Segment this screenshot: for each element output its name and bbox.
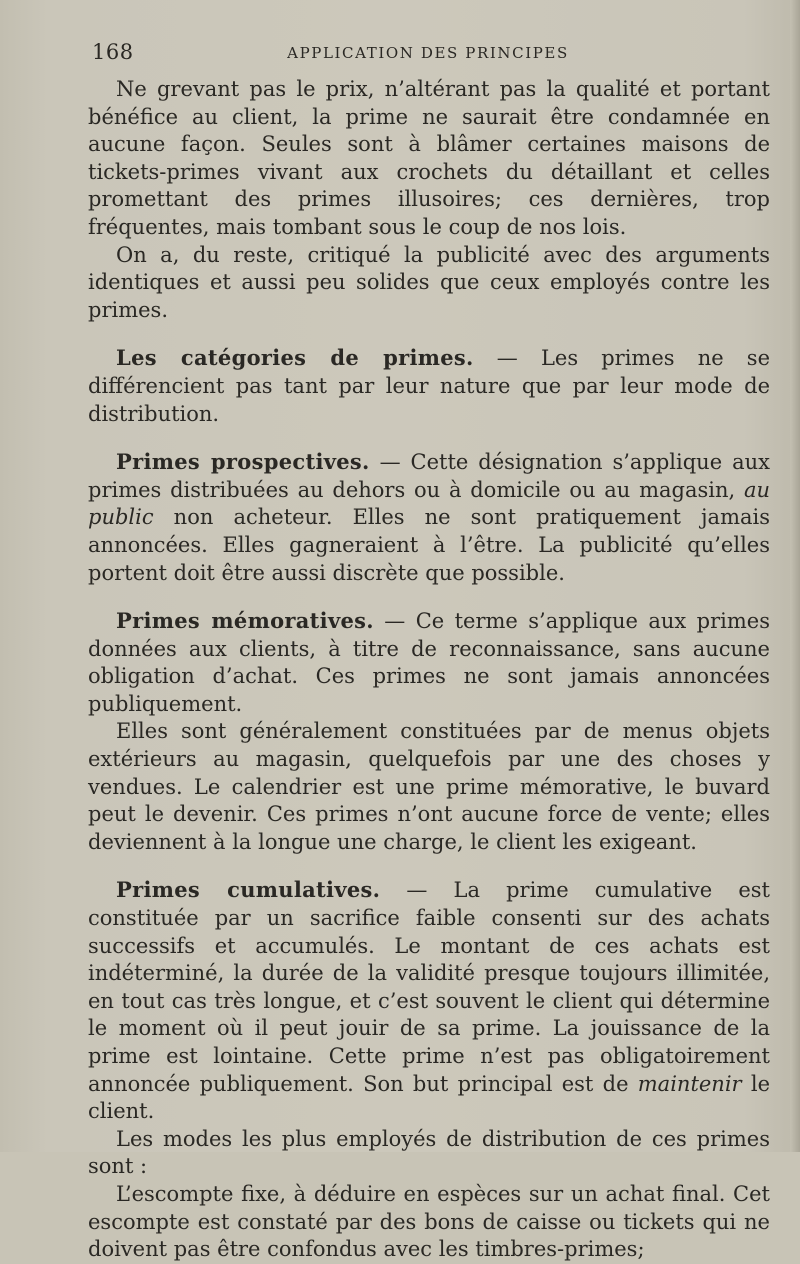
paragraph: Ne grevant pas le prix, n’altérant pas la qualité et portant bénéfice au client, la prime ne saurait être condamnée en aucune façon. Seules sont à blâmer certaines maisons de tickets-primes vivant aux crochets du détaillant et celles promettant des primes illusoires; ces dernières, trop fréquentes, mais tombant sous le coup de nos lois. bbox=[88, 77, 770, 239]
page-edge-shadow bbox=[790, 0, 800, 1152]
paragraph: L’escompte fixe, à déduire en espèces sur un achat final. Cet escompte est constaté par des bons de caisse ou tickets qui ne doivent pas être confondus avec les timbres-primes; bbox=[88, 1181, 770, 1262]
section-heading: Primes cumulatives. bbox=[116, 877, 381, 903]
paragraph: Les modes les plus employés de distribution de ces primes sont : bbox=[88, 1126, 770, 1179]
section-paragraph-memoratives: Primes mémoratives. — Ce terme s’applique aux primes données aux clients, à titre de reconnaissance, sans aucune obligation d’achat. Ces primes ne sont jamais annoncées publiquement. bbox=[88, 608, 771, 716]
page-header bbox=[88, 40, 768, 70]
section-paragraph-categories: Les catégories de primes. — Les primes ne se différencient pas tant par leur nature que par leur mode de distribution. bbox=[88, 345, 770, 426]
italic-emphasis: maintenir bbox=[637, 1071, 742, 1096]
section-heading: Les catégories de primes. bbox=[116, 345, 474, 371]
section-heading: Primes mémoratives. bbox=[116, 608, 374, 634]
body-text bbox=[88, 76, 770, 1264]
section-heading: Primes prospectives. bbox=[116, 449, 370, 475]
paragraph: Elles sont généralement constituées par de menus objets extérieurs au magasin, quelquefois par une des choses y vendues. Le calendrier est une prime mémorative, le buvard peut le devenir. Ces primes n’ont aucune force de vente; elles deviennent à la longue une charge, le client les exigeant. bbox=[88, 719, 770, 854]
running-head: APPLICATION DES PRINCIPES bbox=[287, 44, 569, 62]
section-paragraph-prospectives: Primes prospectives. — Cette désignation s’applique aux primes distribuées au dehors ou à domicile ou au magasin, au public non acheteur. Elles ne sont pratiquement jamais annoncées. Elles gagneraient à l’être. La publicité qu’elles portent doit être aussi discrète que possible. bbox=[88, 449, 770, 585]
section-paragraph-cumulatives: Primes cumulatives. — La prime cumulative est constituée par un sacrifice faible consenti sur des achats successifs et accumulés. Le montant de ces achats est indéterminé, la durée de la validité presque toujours illimitée, en tout cas très longue, et c’est souvent le client qui détermine le moment où il peut jouir de sa prime. La jouissance de la prime est lointaine. Cette prime n’est pas obligatoirement annoncée publiquement. Son but principal est de maintenir le client. bbox=[88, 877, 770, 1124]
page-number: 168 bbox=[92, 40, 134, 64]
italic-emphasis: au public bbox=[88, 477, 770, 530]
paragraph: On a, du reste, critiqué la publicité avec des arguments identiques et aussi peu solides que ceux employés contre les primes. bbox=[88, 242, 770, 322]
